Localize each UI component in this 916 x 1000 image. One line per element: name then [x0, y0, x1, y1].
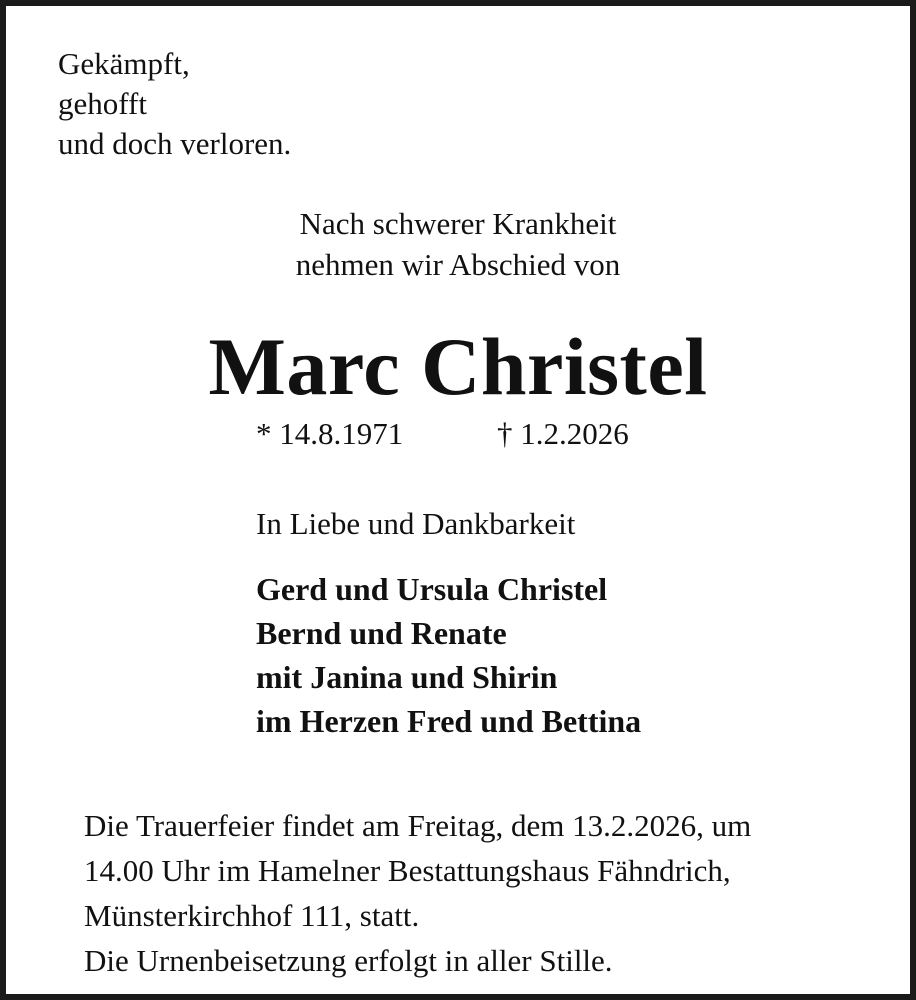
- mourner-line: mit Janina und Shirin: [256, 659, 558, 695]
- mourner-line: Gerd und Ursula Christel: [256, 571, 608, 607]
- death-date: † 1.2.2026: [497, 416, 629, 451]
- motto-line: Gekämpft,: [58, 46, 190, 81]
- mourners-list: [256, 567, 641, 743]
- funeral-line: 14.00 Uhr im Hamelner Bestattungshaus Fähndrich,: [84, 853, 731, 888]
- funeral-line: Die Urnenbeisetzung erfolgt in aller Stille.: [84, 943, 613, 978]
- deceased-name: Marc Christel: [208, 321, 708, 412]
- intro-line: Nach schwerer Krankheit: [299, 206, 617, 241]
- dedication-line: In Liebe und Dankbarkeit: [256, 506, 576, 541]
- funeral-info: [84, 803, 751, 983]
- intro-line: nehmen wir Abschied von: [295, 247, 621, 282]
- mourner-line: Bernd und Renate: [256, 615, 507, 651]
- motto: [58, 44, 291, 164]
- mourner-line: im Herzen Fred und Bettina: [256, 703, 642, 739]
- intro-text: [0, 203, 916, 285]
- birth-date: * 14.8.1971: [256, 416, 404, 451]
- funeral-line: Die Trauerfeier findet am Freitag, dem 13.2.2026, um: [84, 808, 752, 843]
- motto-line: gehofft: [58, 86, 147, 121]
- motto-line: und doch verloren.: [58, 126, 292, 161]
- funeral-line: Münsterkirchhof 111, statt.: [84, 898, 420, 933]
